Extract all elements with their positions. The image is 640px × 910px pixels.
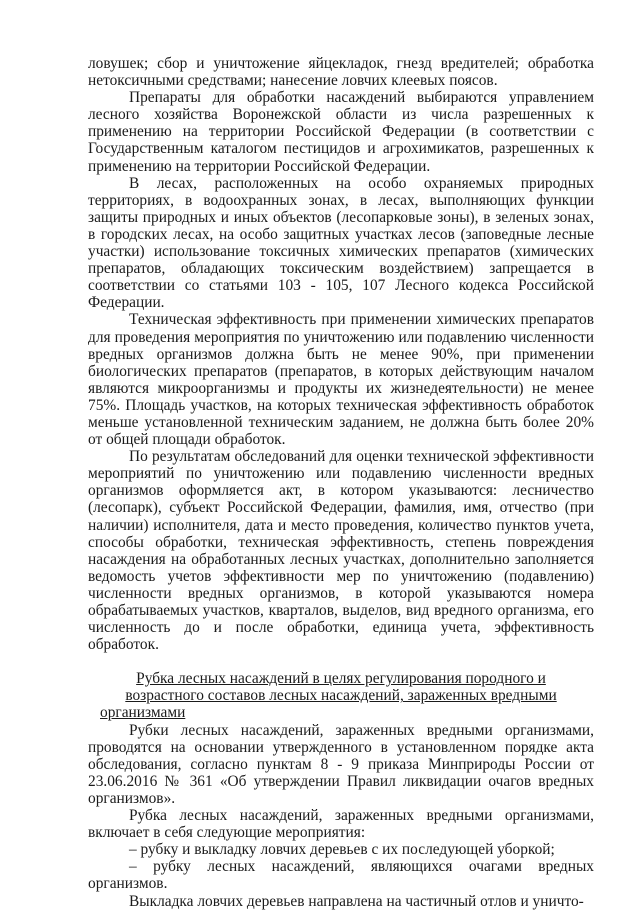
paragraph-felling-basis: Рубки лесных насаждений, зараженных вредными организмами, проводятся на основании утвержденного в установленном порядке акта обследования, согласно пунктам 8 - 9 приказа Минприроды России от 23.06.2016 № 361 «Об утверждении Правил ликвидации очагов вредных организмов». — [88, 721, 594, 807]
paragraph-preparations: Препараты для обработки насаждений выбираются управлением лесного хозяйства Воронежской области из числа разрешенных к применению на территории Российской Федерации (в соответствии с Государственным каталогом пестицидов и агрохимикатов, разрешенных к применению на территории Российской Федерации. — [88, 89, 594, 175]
list-item-trap-trees: – рубку и выкладку ловчих деревьев с их последующей уборкой; — [129, 841, 555, 859]
paragraph-continuation: ловушек; сбор и уничтожение яйцекладок, гнезд вредителей; обработка нетоксичными средствами; нанесение ловчих клеевых поясов. — [88, 55, 594, 90]
paragraph-felling-includes: Рубка лесных насаждений, зараженных вредными организмами, включает в себя следующие мероприятия: — [88, 807, 594, 842]
paragraph-trap-trees: Выкладка ловчих деревьев направлена на частичный отлов и уничто- — [129, 892, 584, 910]
paragraph-survey-results: По результатам обследований для оценки технической эффективности мероприятий по уничтожению или подавлению численности вредных организмов оформляется акт, в котором указываются: лесничество (лесопарк), субъект Российской Федерации, фамилия, имя, отчество (при наличии) исполнителя, дата и место проведения, количество пунктов учета, способы обработки, техническая эффективность, степень повреждения насаждения на обработанных лесных участках, дополнительно заполняется ведомость учетов эффективности мер по уничтожению (подавлению) численности вредных организмов, в которой указываются номера обрабатываемых участков, кварталов, выделов, вид вредного организма, его численность до и после обработки, единица учета, эффективность обработок. — [88, 448, 594, 654]
section-title: Рубка лесных насаждений в целях регулирования породного и возрастного составов лесных насаждений, зараженных вредными организмами — [100, 670, 557, 722]
paragraph-technical-efficiency: Техническая эффективность при применении химических препаратов для проведения мероприятия по уничтожению или подавлению численности вредных организмов должна быть не менее 90%, при применении биологических препаратов (препаратов, в которых действующим началом являются микроорганизмы и продукты их жизнедеятельности) не менее 75%. Площадь участков, на которых техническая эффективность обработок меньше установленной техническим заданием, не должна быть более 20% от общей площади обработок. — [88, 311, 594, 449]
document-page — [88, 55, 594, 910]
paragraph-protected-territories: В лесах, расположенных на особо охраняемых природных территориях, в водоохранных зонах, в лесах, выполняющих функции защиты природных и иных объектов (лесопарковые зоны), в зеленых зонах, в городских лесах, на особо защитных участках лесов (заповедные лесные участки) использование токсичных химических препаратов (химических препаратов, обладающих токсическим воздействием) запрещается в соответствии со статьями 103 - 105, 107 Лесного кодекса Российской Федерации. — [88, 174, 594, 312]
section-gap — [88, 653, 594, 670]
list-item-felling-foci: – рубку лесных насаждений, являющихся очагами вредных организмов. — [88, 858, 594, 893]
